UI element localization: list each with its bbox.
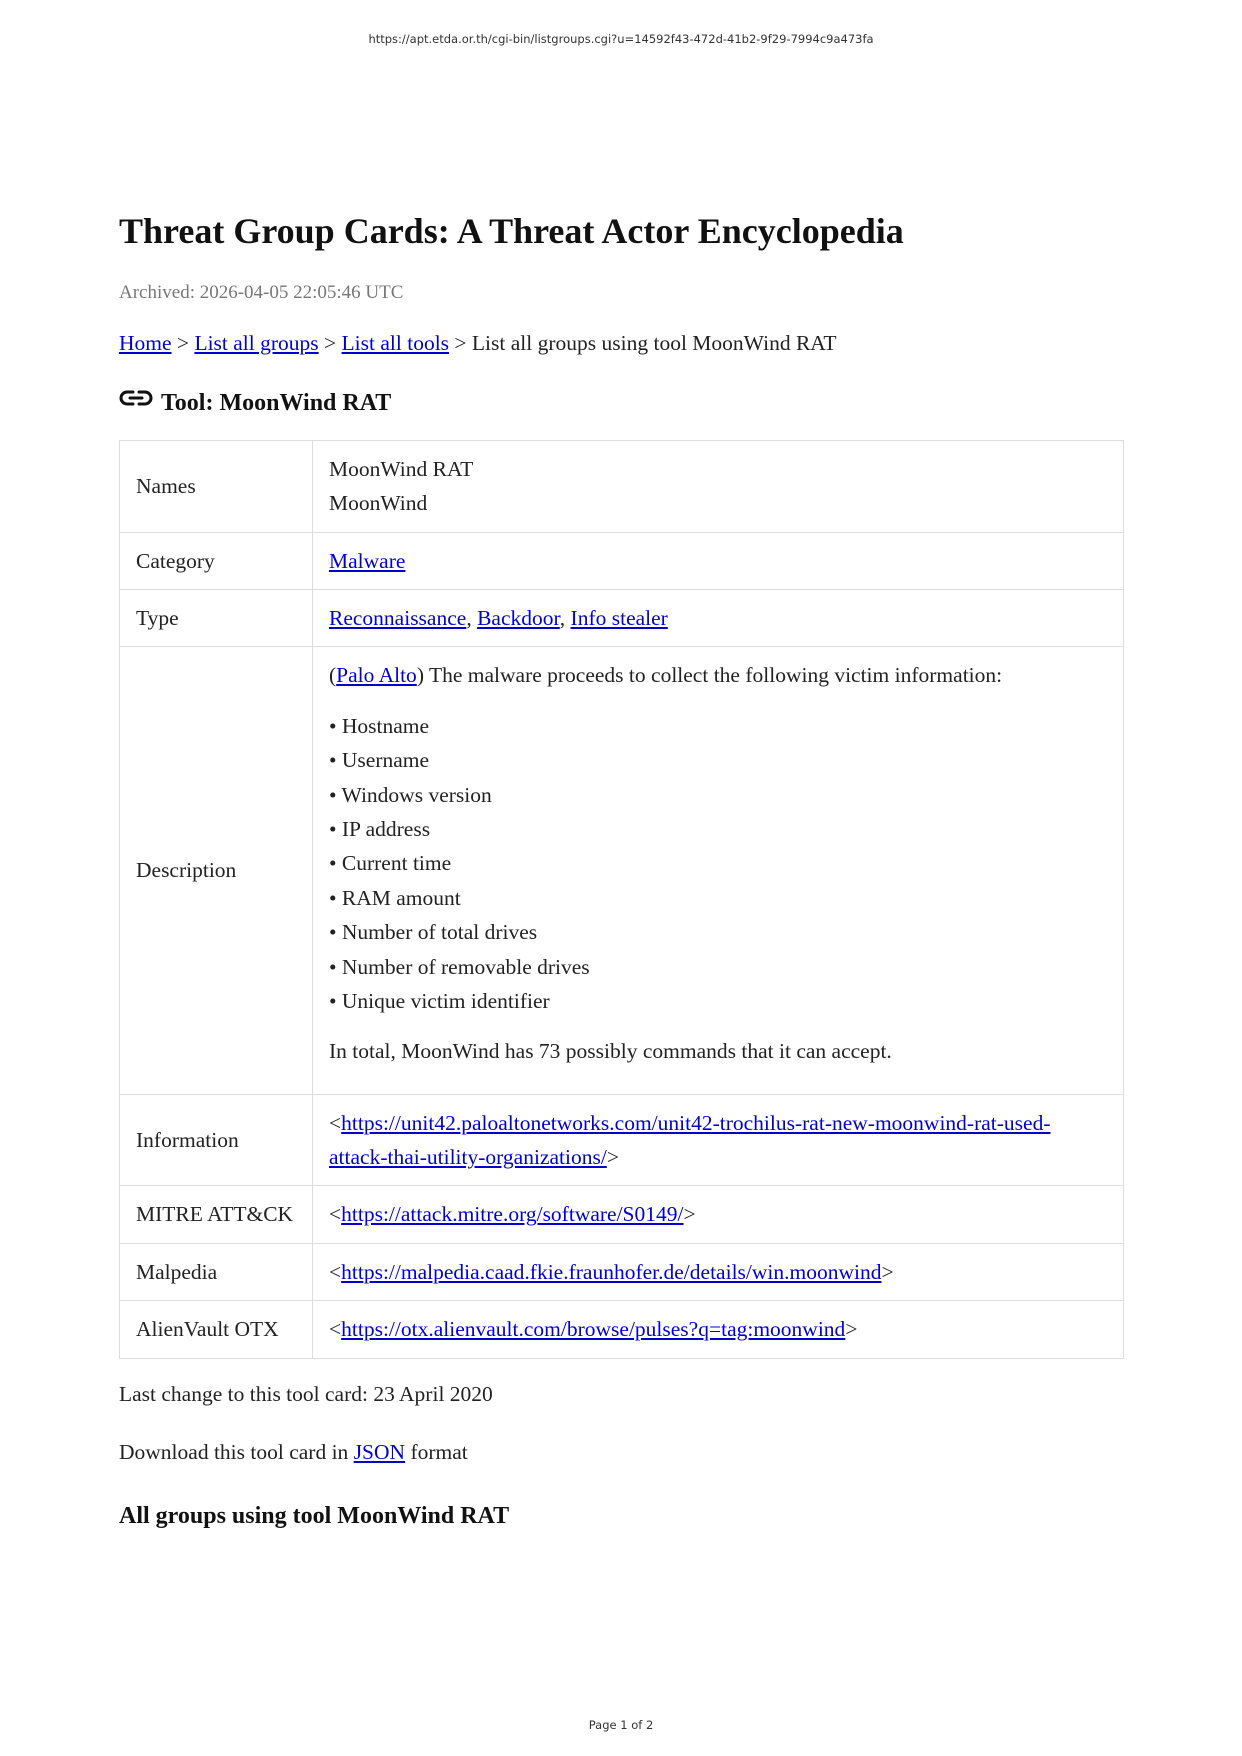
description-total: In total, MoonWind has 73 possibly commands that it can accept. [329, 1039, 892, 1064]
link-icon [119, 388, 153, 408]
table-row [120, 589, 1124, 646]
tool-heading-text: Tool: MoonWind RAT [161, 390, 392, 417]
category-link[interactable]: Malware [329, 548, 406, 573]
breadcrumb-groups-link[interactable]: List all groups [194, 330, 319, 355]
list-item: • Number of removable drives [329, 954, 590, 979]
main-content [119, 210, 1124, 1530]
angle-open: < [329, 1259, 342, 1284]
list-item: • Unique victim identifier [329, 988, 550, 1013]
mitre-value [313, 1186, 1124, 1243]
type-link-reconnaissance[interactable]: Reconnaissance [329, 605, 467, 630]
angle-open: < [329, 1110, 342, 1135]
last-change: Last change to this tool card: 23 April 2020 [119, 1381, 493, 1406]
table-row [120, 532, 1124, 589]
otx-link[interactable]: https://otx.alienvault.com/browse/pulses?q=tag:moonwind [341, 1317, 846, 1342]
tool-details-table [119, 440, 1124, 1359]
download-prefix: Download this tool card in [119, 1439, 354, 1464]
information-link[interactable]: https://unit42.paloaltonetworks.com/unit42-trochilus-rat-new-moonwind-rat-used-attack-thai-utility-organizations/ [329, 1110, 1051, 1170]
groups-heading: All groups using tool MoonWind RAT [119, 1502, 510, 1529]
page-header-url: https://apt.etda.or.th/cgi-bin/listgroups.cgi?u=14592f43-472d-41b2-9f29-7994c9a473fa [368, 32, 874, 46]
breadcrumb-separator: > [318, 330, 342, 355]
names-label: Names [120, 440, 313, 532]
tool-heading [119, 388, 1124, 418]
list-item: • Username [329, 748, 430, 773]
angle-close: > [606, 1145, 619, 1170]
malpedia-value [313, 1243, 1124, 1300]
breadcrumb [119, 330, 1124, 358]
angle-close: > [881, 1259, 894, 1284]
description-value [313, 647, 1124, 1094]
type-separator: , [559, 605, 571, 630]
list-item: • Hostname [329, 713, 430, 738]
table-row [120, 1094, 1124, 1186]
download-line [119, 1439, 1124, 1467]
malpedia-link[interactable]: https://malpedia.caad.fkie.fraunhofer.de/details/win.moonwind [341, 1259, 882, 1284]
information-label: Information [120, 1094, 313, 1186]
type-value [313, 589, 1124, 646]
page-title: Threat Group Cards: A Threat Actor Encyclopedia [119, 211, 904, 251]
list-item: • Current time [329, 851, 452, 876]
paren-open: ( [329, 663, 337, 688]
otx-label: AlienVault OTX [120, 1301, 313, 1358]
table-row [120, 1243, 1124, 1300]
page-footer: Page 1 of 2 [588, 1718, 654, 1732]
name-item: MoonWind [329, 491, 428, 516]
breadcrumb-home-link[interactable]: Home [119, 330, 172, 355]
description-label: Description [120, 647, 313, 1094]
type-separator: , [466, 605, 478, 630]
type-link-info-stealer[interactable]: Info stealer [570, 605, 668, 630]
palo-alto-link[interactable]: Palo Alto [336, 663, 417, 688]
angle-open: < [329, 1317, 342, 1342]
names-value [313, 440, 1124, 532]
description-intro-text: ) The malware proceeds to collect the following victim information: [416, 663, 1003, 688]
information-value [313, 1094, 1124, 1186]
list-item: • Windows version [329, 782, 492, 807]
list-item: • RAM amount [329, 885, 461, 910]
angle-open: < [329, 1202, 342, 1227]
table-row [120, 647, 1124, 1094]
type-label: Type [120, 589, 313, 646]
name-item: MoonWind RAT [329, 456, 474, 481]
table-row [120, 440, 1124, 532]
description-intro [329, 658, 1107, 692]
table-row [120, 1301, 1124, 1358]
category-label: Category [120, 532, 313, 589]
breadcrumb-current: > List all groups using tool MoonWind RAT [449, 330, 837, 355]
list-item: • IP address [329, 816, 431, 841]
breadcrumb-tools-link[interactable]: List all tools [341, 330, 450, 355]
category-value [313, 532, 1124, 589]
table-row [120, 1186, 1124, 1243]
list-item: • Number of total drives [329, 920, 538, 945]
archived-timestamp: Archived: 2026-04-05 22:05:46 UTC [119, 282, 404, 304]
malpedia-label: Malpedia [120, 1243, 313, 1300]
breadcrumb-separator: > [171, 330, 195, 355]
angle-close: > [845, 1317, 858, 1342]
angle-close: > [683, 1202, 696, 1227]
otx-value [313, 1301, 1124, 1358]
mitre-link[interactable]: https://attack.mitre.org/software/S0149/ [341, 1202, 684, 1227]
type-link-backdoor[interactable]: Backdoor [477, 605, 560, 630]
description-bullet-list [329, 709, 1107, 1019]
mitre-label: MITRE ATT&CK [120, 1186, 313, 1243]
download-suffix: format [405, 1439, 468, 1464]
json-download-link[interactable]: JSON [353, 1439, 406, 1464]
